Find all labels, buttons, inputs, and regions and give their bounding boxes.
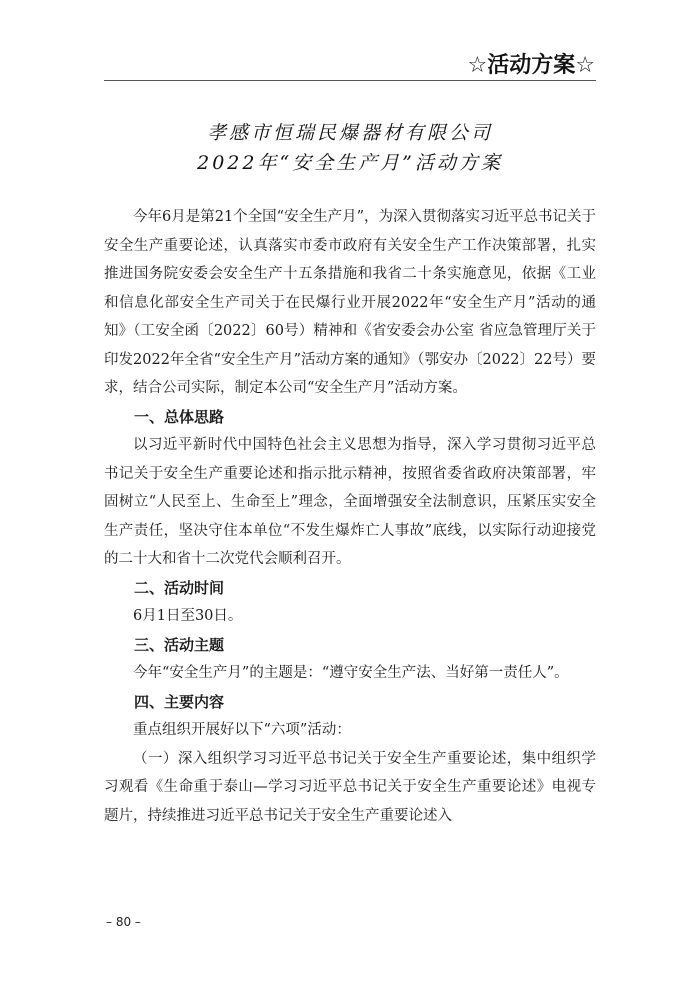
- section-heading-overall-approach: 一、总体思路: [134, 407, 225, 426]
- header-divider: [104, 80, 596, 81]
- section-text-overall-approach: 以习近平新时代中国特色社会主义思想为指导，深入学习贯彻习近平总书记关于安全生产重要论述和指示批示精神，按照省委省政府决策部署，牢固树立“人民至上、生命至上”理念，全面增强安全法制意识，压紧压实安全生产责任，坚决守住本单位“不发生爆炸亡人事故”底线，以实际行动迎接党的二十大和省十二次党代会顺利召开。: [104, 437, 596, 567]
- section-header-label: ☆活动方案☆: [467, 53, 595, 78]
- document-title-plan: 2022年“安全生产月”活动方案: [197, 152, 503, 174]
- document-body: [104, 203, 596, 830]
- page-number: – 80 –: [106, 915, 141, 929]
- section-heading-main-content: 四、主要内容: [134, 692, 225, 711]
- intro-paragraph: 今年6月是第21个全国“安全生产月”，为深入贯彻落实习近平总书记关于安全生产重要论述，认真落实市委市政府有关安全生产工作决策部署，扎实推进国务院安委会安全生产十五条措施和我省二十条实施意见，依据《工业和信息化部安全生产司关于在民爆行业开展2022年“安全生产月”活动的通知》（工安全函〔2022〕60号）精神和《省安委会办公室 省应急管理厅关于印发2022年全省“安全生产月”活动方案的通知》（鄂安办〔2022〕22号）要求，结合公司实际，制定本公司“安全生产月”活动方案。: [104, 209, 596, 396]
- section-text-activity-theme: 今年“安全生产月”的主题是：“遵守安全生产法、当好第一责任人”。: [133, 665, 569, 681]
- section-heading-activity-time: 二、活动时间: [134, 578, 225, 597]
- section-text-activity-time: 6月1日至30日。: [133, 608, 243, 624]
- section-text-main-content: 重点组织开展好以下“六项”活动：: [133, 722, 351, 738]
- content-item-1: （一）深入组织学习习近平总书记关于安全生产重要论述，集中组织学习观看《生命重于泰山—学习习近平总书记关于安全生产重要论述》电视专题片，持续推进习近平总书记关于安全生产重要论述入: [104, 750, 596, 824]
- document-title-company: 孝感市恒瑞民爆器材有限公司: [206, 122, 493, 144]
- section-heading-activity-theme: 三、活动主题: [134, 635, 225, 654]
